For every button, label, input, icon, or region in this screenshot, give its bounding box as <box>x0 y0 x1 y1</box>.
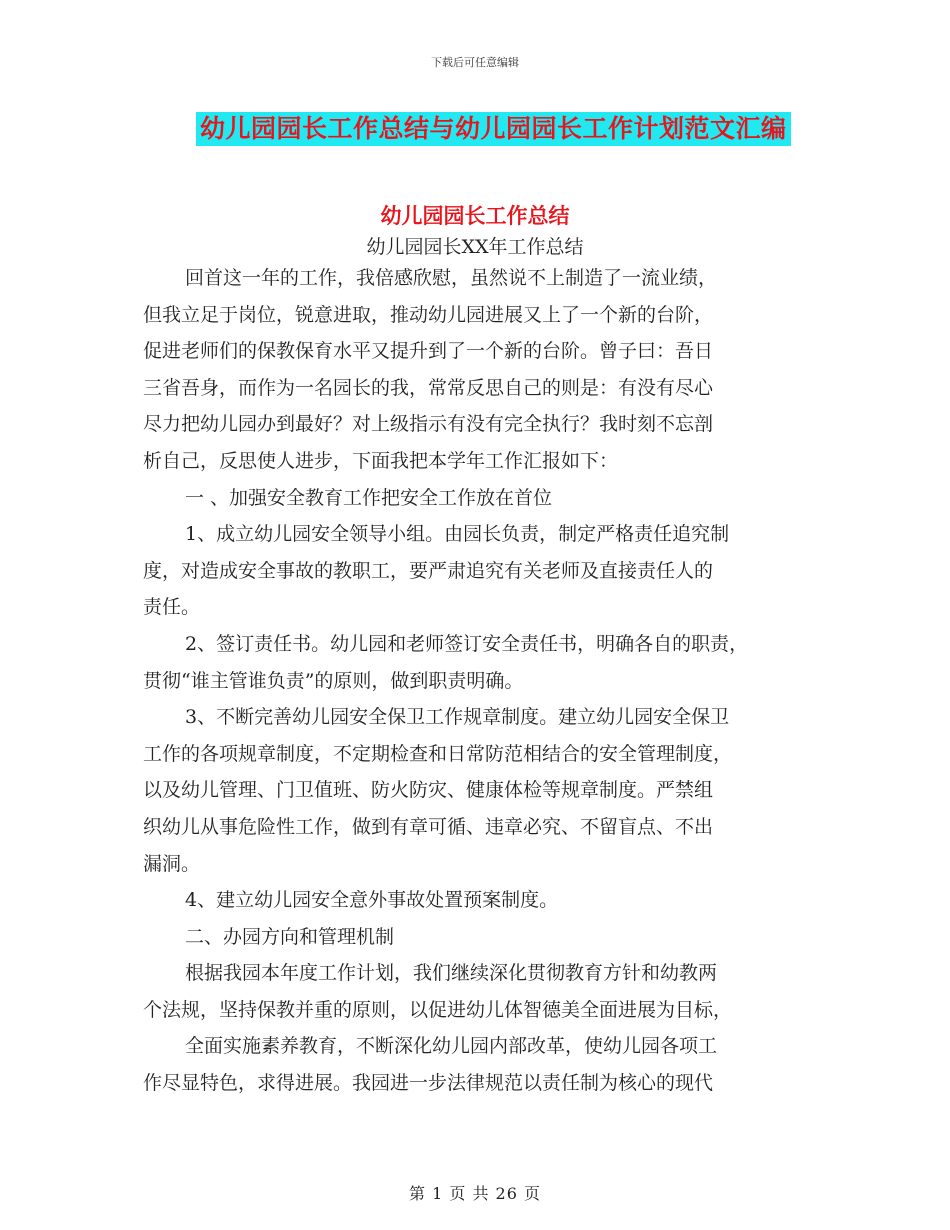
body-line: 根据我园本年度工作计划，我们继续深化贯彻教育方针和幼教两 <box>185 962 718 985</box>
body-line: 作尽显特色，求得进展。我园进一步法律规范以责任制为核心的现代 <box>143 1072 714 1095</box>
body-line: 织幼儿从事危险性工作，做到有章可循、违章必究、不留盲点、不出 <box>143 815 714 838</box>
document-body <box>143 260 823 1102</box>
body-line: 全面实施素养教育，不断深化幼儿园内部改革，使幼儿园各项工 <box>185 1035 718 1058</box>
body-line: 尽力把幼儿园办到最好？对上级指示有没有完全执行？我时刻不忘剖 <box>143 413 714 436</box>
body-line: 但我立足于岗位，锐意进取，推动幼儿园进展又上了一个新的台阶， <box>143 303 714 326</box>
heading-line: 一 、加强安全教育工作把安全工作放在首位 <box>185 486 553 509</box>
body-line: 析自己，反思使人进步，下面我把本学年工作汇报如下： <box>143 449 619 472</box>
document-main-title: 幼儿园园长工作总结与幼儿园园长工作计划范文汇编 <box>196 112 791 146</box>
body-line: 漏洞。 <box>143 852 201 875</box>
body-line: 回首这一年的工作，我倍感欣慰，虽然说不上制造了一流业绩， <box>185 267 718 289</box>
body-line: 责任。 <box>143 596 201 619</box>
body-line: 以及幼儿管理、门卫值班、防火防灾、健康体检等规章制度。严禁组 <box>143 779 714 802</box>
body-line: 3、不断完善幼儿园安全保卫工作规章制度。建立幼儿园安全保卫 <box>185 706 730 729</box>
body-line: 2、签订责任书。幼儿园和老师签订安全责任书，明确各自的职责， <box>185 632 749 655</box>
header-note: 下载后可任意编辑 <box>431 56 519 69</box>
body-line: 个法规，坚持保教并重的原则，以促进幼儿体智德美全面进展为目标， <box>143 998 733 1021</box>
section-subtitle: 幼儿园园长XX年工作总结 <box>366 236 584 258</box>
body-line: 1、成立幼儿园安全领导小组。由园长负责，制定严格责任追究制 <box>185 523 730 546</box>
page-number-footer: 第 1 页 共 26 页 <box>409 1184 541 1203</box>
body-line: 4、建立幼儿园安全意外事故处置预案制度。 <box>185 889 559 912</box>
section-title: 幼儿园园长工作总结 <box>380 204 570 228</box>
body-line: 度，对造成安全事故的教职工，要严肃追究有关老师及直接责任人的 <box>143 559 714 582</box>
heading-line: 二、办园方向和管理机制 <box>185 925 395 948</box>
body-line: 促进老师们的保教保育水平又提升到了一个新的台阶。曾子曰：吾日 <box>143 340 714 363</box>
body-line: 贯彻“谁主管谁负责”的原则，做到职责明确。 <box>143 669 524 692</box>
body-line: 三省吾身，而作为一名园长的我，常常反思自己的则是：有没有尽心 <box>143 376 714 399</box>
body-line: 工作的各项规章制度，不定期检查和日常防范相结合的安全管理制度， <box>143 742 733 765</box>
